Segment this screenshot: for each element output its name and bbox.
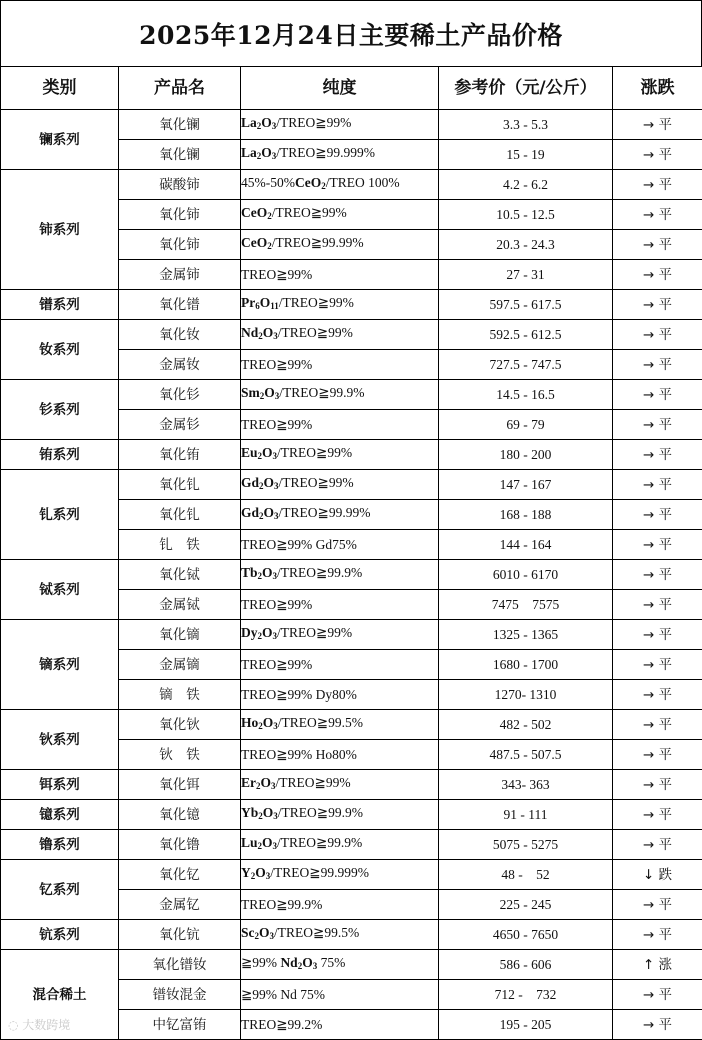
purity-cell bbox=[241, 530, 439, 560]
purity-text: TREO≧99% bbox=[241, 416, 313, 432]
purity-text: Ho bbox=[241, 715, 259, 730]
purity-cell bbox=[241, 890, 439, 920]
table-row bbox=[1, 110, 702, 140]
product-cell: 金属钐 bbox=[119, 410, 241, 440]
purity-text: TREO≧99% Ho80% bbox=[241, 746, 357, 762]
price-cell: 27 - 31 bbox=[439, 260, 613, 290]
purity-cell bbox=[241, 740, 439, 770]
purity-text: O bbox=[261, 115, 272, 130]
category-cell: 铽系列 bbox=[1, 560, 119, 620]
purity-cell bbox=[241, 980, 439, 1010]
product-cell: 氧化镨 bbox=[119, 290, 241, 320]
purity-cell bbox=[241, 950, 439, 980]
purity-subscript: 2 bbox=[254, 931, 259, 941]
trend-cell: → 平 bbox=[613, 290, 702, 320]
category-cell: 镥系列 bbox=[1, 830, 119, 860]
trend-cell: → 平 bbox=[613, 770, 702, 800]
product-cell: 金属钇 bbox=[119, 890, 241, 920]
purity-subscript: 3 bbox=[273, 331, 278, 341]
purity-subscript: 3 bbox=[271, 121, 277, 131]
price-table bbox=[0, 66, 702, 1040]
watermark-text: 大数跨境 bbox=[22, 1018, 71, 1032]
purity-cell bbox=[241, 710, 439, 740]
purity-cell bbox=[241, 350, 439, 380]
category-cell: 钪系列 bbox=[1, 920, 119, 950]
table-row bbox=[1, 860, 702, 890]
product-cell: 金属镝 bbox=[119, 650, 241, 680]
category-cell: 钬系列 bbox=[1, 710, 119, 770]
purity-subscript: 2 bbox=[256, 151, 262, 161]
price-cell: 592.5 - 612.5 bbox=[439, 320, 613, 350]
price-cell: 586 - 606 bbox=[439, 950, 613, 980]
trend-cell: → 平 bbox=[613, 650, 702, 680]
purity-text: Eu bbox=[241, 445, 258, 460]
trend-cell: → 平 bbox=[613, 590, 702, 620]
purity-text: /TREO≧99.9% bbox=[277, 805, 363, 820]
purity-text: /TREO≧99% bbox=[278, 475, 354, 490]
price-cell: 195 - 205 bbox=[439, 1010, 613, 1040]
product-cell: 金属铈 bbox=[119, 260, 241, 290]
trend-cell: → 平 bbox=[613, 1010, 702, 1040]
table-row bbox=[1, 470, 702, 500]
purity-subscript: 3 bbox=[274, 481, 279, 491]
purity-cell bbox=[241, 500, 439, 530]
price-cell: 20.3 - 24.3 bbox=[439, 230, 613, 260]
header-trend: 涨跌 bbox=[613, 67, 702, 110]
purity-cell bbox=[241, 590, 439, 620]
price-cell: 225 - 245 bbox=[439, 890, 613, 920]
purity-text: TREO≧99% Gd75% bbox=[241, 536, 357, 552]
purity-subscript: 2 bbox=[258, 811, 263, 821]
purity-cell bbox=[241, 560, 439, 590]
purity-text: ≧99% bbox=[241, 955, 281, 970]
header-category: 类别 bbox=[1, 67, 119, 110]
purity-subscript: 3 bbox=[273, 811, 278, 821]
table-row bbox=[1, 170, 702, 200]
category-cell: 混合稀土 bbox=[1, 950, 119, 1040]
trend-cell: → 平 bbox=[613, 500, 702, 530]
product-cell: 氧化镨钕 bbox=[119, 950, 241, 980]
product-cell: 中钇富铕 bbox=[119, 1010, 241, 1040]
trend-cell: → 平 bbox=[613, 320, 702, 350]
purity-cell bbox=[241, 650, 439, 680]
purity-text: TREO≧99% bbox=[241, 356, 313, 372]
purity-cell bbox=[241, 170, 439, 200]
category-cell: 钇系列 bbox=[1, 860, 119, 920]
price-cell: 91 - 111 bbox=[439, 800, 613, 830]
purity-subscript: 2 bbox=[267, 241, 272, 251]
purity-text: TREO≧99% bbox=[241, 656, 313, 672]
purity-cell bbox=[241, 290, 439, 320]
purity-subscript: 2 bbox=[259, 481, 264, 491]
purity-text: Gd bbox=[241, 475, 260, 490]
trend-cell: → 平 bbox=[613, 230, 702, 260]
purity-text: /TREO≧99% bbox=[277, 445, 353, 460]
purity-text: 75% bbox=[317, 955, 346, 970]
purity-text: La bbox=[241, 145, 257, 160]
purity-cell bbox=[241, 200, 439, 230]
purity-subscript: 3 bbox=[274, 391, 280, 401]
purity-text: /TREO≧99.999% bbox=[270, 865, 369, 880]
purity-text: O bbox=[262, 565, 273, 580]
purity-subscript: 3 bbox=[312, 961, 318, 971]
product-cell: 氧化镥 bbox=[119, 830, 241, 860]
purity-text: /TREO≧99% bbox=[277, 625, 353, 640]
trend-cell: → 平 bbox=[613, 110, 702, 140]
price-cell: 144 - 164 bbox=[439, 530, 613, 560]
purity-text: /TREO≧99% bbox=[276, 115, 352, 130]
purity-text: Sc bbox=[241, 925, 255, 940]
trend-cell: ↑ 涨 bbox=[613, 950, 702, 980]
table-row bbox=[1, 620, 702, 650]
purity-text: Lu bbox=[241, 835, 258, 850]
price-cell: 597.5 - 617.5 bbox=[439, 290, 613, 320]
category-cell: 钆系列 bbox=[1, 470, 119, 560]
table-row bbox=[1, 920, 702, 950]
trend-cell: → 平 bbox=[613, 620, 702, 650]
purity-text: La bbox=[241, 115, 257, 130]
purity-text: Yb bbox=[241, 805, 259, 820]
price-cell: 6010 - 6170 bbox=[439, 560, 613, 590]
purity-subscript: 2 bbox=[259, 391, 265, 401]
page-title: 2025年12月24日主要稀土产品价格 bbox=[139, 20, 563, 50]
purity-cell bbox=[241, 860, 439, 890]
product-cell: 氧化铒 bbox=[119, 770, 241, 800]
product-cell: 镝 铁 bbox=[119, 680, 241, 710]
product-cell: 金属铽 bbox=[119, 590, 241, 620]
header-price: 参考价（元/公斤） bbox=[439, 67, 613, 110]
purity-subscript: 2 bbox=[258, 721, 263, 731]
purity-subscript: 3 bbox=[274, 511, 279, 521]
purity-subscript: 3 bbox=[273, 721, 278, 731]
price-cell: 4650 - 7650 bbox=[439, 920, 613, 950]
price-cell: 4.2 - 6.2 bbox=[439, 170, 613, 200]
product-cell: 氧化钇 bbox=[119, 860, 241, 890]
table-row bbox=[1, 320, 702, 350]
price-cell: 147 - 167 bbox=[439, 470, 613, 500]
price-cell: 1680 - 1700 bbox=[439, 650, 613, 680]
table-row bbox=[1, 710, 702, 740]
product-cell: 镨钕混金 bbox=[119, 980, 241, 1010]
purity-text: TREO≧99.9% bbox=[241, 896, 323, 912]
header-purity: 纯度 bbox=[241, 67, 439, 110]
purity-text: TREO≧99% bbox=[241, 266, 313, 282]
purity-text: /TREO≧99.99% bbox=[278, 505, 371, 520]
purity-subscript: 3 bbox=[265, 871, 271, 881]
purity-text: Y bbox=[241, 865, 251, 880]
table-row bbox=[1, 380, 702, 410]
trend-cell: → 平 bbox=[613, 470, 702, 500]
watermark bbox=[8, 1016, 70, 1033]
trend-cell: → 平 bbox=[613, 140, 702, 170]
purity-text: Nd bbox=[280, 955, 298, 970]
purity-text: CeO bbox=[241, 205, 268, 220]
purity-cell bbox=[241, 680, 439, 710]
trend-cell: → 平 bbox=[613, 680, 702, 710]
purity-text: O bbox=[262, 445, 273, 460]
purity-subscript: 3 bbox=[269, 931, 275, 941]
purity-text: O bbox=[255, 865, 266, 880]
price-cell: 48 - 52 bbox=[439, 860, 613, 890]
purity-text: Gd bbox=[241, 505, 260, 520]
trend-cell: → 平 bbox=[613, 170, 702, 200]
purity-subscript: 2 bbox=[257, 451, 263, 461]
price-cell: 180 - 200 bbox=[439, 440, 613, 470]
purity-text: O bbox=[263, 505, 275, 520]
purity-cell bbox=[241, 470, 439, 500]
purity-subscript: 2 bbox=[297, 961, 303, 971]
table-header-row bbox=[1, 67, 702, 110]
product-cell: 钆 铁 bbox=[119, 530, 241, 560]
title-box bbox=[0, 0, 702, 66]
product-cell: 碳酸铈 bbox=[119, 170, 241, 200]
price-cell: 10.5 - 12.5 bbox=[439, 200, 613, 230]
purity-text: /TREO≧99% bbox=[278, 295, 354, 310]
category-cell: 铈系列 bbox=[1, 170, 119, 290]
trend-cell: → 平 bbox=[613, 830, 702, 860]
product-cell: 氧化镝 bbox=[119, 620, 241, 650]
table-body bbox=[1, 110, 702, 1040]
trend-cell: ↓ 跌 bbox=[613, 860, 702, 890]
product-cell: 氧化钆 bbox=[119, 470, 241, 500]
purity-text: O bbox=[302, 955, 313, 970]
trend-cell: → 平 bbox=[613, 530, 702, 560]
price-cell: 14.5 - 16.5 bbox=[439, 380, 613, 410]
table-row bbox=[1, 560, 702, 590]
purity-text: /TREO≧99.999% bbox=[276, 145, 375, 160]
trend-cell: → 平 bbox=[613, 920, 702, 950]
purity-text: TREO≧99.2% bbox=[241, 1016, 323, 1032]
category-cell: 镧系列 bbox=[1, 110, 119, 170]
table-row bbox=[1, 290, 702, 320]
purity-text: /TREO≧99.9% bbox=[277, 565, 363, 580]
price-cell: 7475 7575 bbox=[439, 590, 613, 620]
purity-text: Nd bbox=[241, 325, 259, 340]
trend-cell: → 平 bbox=[613, 740, 702, 770]
purity-text: Dy bbox=[241, 625, 258, 640]
price-cell: 3.3 - 5.3 bbox=[439, 110, 613, 140]
purity-text: Sm bbox=[241, 385, 260, 400]
purity-text: O bbox=[260, 775, 272, 790]
purity-text: O bbox=[262, 805, 274, 820]
purity-subscript: 2 bbox=[257, 631, 262, 641]
purity-subscript: 2 bbox=[257, 841, 263, 851]
purity-subscript: 2 bbox=[256, 121, 262, 131]
price-cell: 712 - 732 bbox=[439, 980, 613, 1010]
purity-subscript: 3 bbox=[272, 451, 278, 461]
purity-cell bbox=[241, 440, 439, 470]
product-cell: 氧化铕 bbox=[119, 440, 241, 470]
trend-cell: → 平 bbox=[613, 800, 702, 830]
product-cell: 氧化镱 bbox=[119, 800, 241, 830]
table-row bbox=[1, 770, 702, 800]
price-cell: 482 - 502 bbox=[439, 710, 613, 740]
purity-subscript: 3 bbox=[271, 781, 276, 791]
purity-text: O bbox=[262, 835, 273, 850]
purity-cell bbox=[241, 770, 439, 800]
purity-text: TREO≧99% Dy80% bbox=[241, 686, 357, 702]
purity-subscript: 3 bbox=[271, 151, 277, 161]
price-cell: 69 - 79 bbox=[439, 410, 613, 440]
trend-cell: → 平 bbox=[613, 200, 702, 230]
price-cell: 1325 - 1365 bbox=[439, 620, 613, 650]
purity-text: O bbox=[259, 925, 270, 940]
purity-text: O bbox=[262, 715, 274, 730]
purity-cell bbox=[241, 260, 439, 290]
purity-cell bbox=[241, 110, 439, 140]
purity-subscript: 2 bbox=[321, 181, 326, 191]
trend-cell: → 平 bbox=[613, 890, 702, 920]
purity-text: CeO bbox=[295, 175, 322, 190]
purity-text: O bbox=[262, 325, 274, 340]
product-cell: 氧化镧 bbox=[119, 110, 241, 140]
trend-cell: → 平 bbox=[613, 350, 702, 380]
trend-cell: → 平 bbox=[613, 710, 702, 740]
price-cell: 487.5 - 507.5 bbox=[439, 740, 613, 770]
product-cell: 氧化钕 bbox=[119, 320, 241, 350]
purity-text: /TREO≧99% bbox=[277, 325, 353, 340]
product-cell: 氧化铽 bbox=[119, 560, 241, 590]
purity-subscript: 2 bbox=[257, 571, 263, 581]
product-cell: 金属钕 bbox=[119, 350, 241, 380]
trend-cell: → 平 bbox=[613, 440, 702, 470]
purity-cell bbox=[241, 800, 439, 830]
purity-text: /TREO≧99.9% bbox=[279, 385, 365, 400]
price-cell: 343- 363 bbox=[439, 770, 613, 800]
purity-subscript: 3 bbox=[272, 571, 278, 581]
purity-subscript: 2 bbox=[256, 781, 261, 791]
purity-subscript: 3 bbox=[272, 631, 278, 641]
purity-text: Tb bbox=[241, 565, 258, 580]
purity-cell bbox=[241, 380, 439, 410]
category-cell: 钕系列 bbox=[1, 320, 119, 380]
category-cell: 铕系列 bbox=[1, 440, 119, 470]
purity-text: Er bbox=[241, 775, 256, 790]
purity-text: O bbox=[259, 295, 271, 310]
trend-cell: → 平 bbox=[613, 410, 702, 440]
category-cell: 铒系列 bbox=[1, 770, 119, 800]
purity-subscript: 11 bbox=[270, 301, 279, 311]
trend-cell: → 平 bbox=[613, 980, 702, 1010]
purity-cell bbox=[241, 1010, 439, 1040]
price-cell: 5075 - 5275 bbox=[439, 830, 613, 860]
purity-text: /TREO≧99.9% bbox=[277, 835, 363, 850]
purity-cell bbox=[241, 410, 439, 440]
purity-subscript: 2 bbox=[250, 871, 256, 881]
category-cell: 镨系列 bbox=[1, 290, 119, 320]
purity-subscript: 6 bbox=[255, 301, 260, 311]
purity-cell bbox=[241, 830, 439, 860]
purity-subscript: 2 bbox=[259, 511, 264, 521]
purity-cell bbox=[241, 320, 439, 350]
category-cell: 镱系列 bbox=[1, 800, 119, 830]
purity-text: 45%-50% bbox=[241, 175, 295, 190]
purity-text: CeO bbox=[241, 235, 268, 250]
purity-text: ≧99% Nd 75% bbox=[241, 986, 326, 1002]
purity-text: O bbox=[262, 625, 273, 640]
purity-text: /TREO 100% bbox=[325, 175, 400, 190]
product-cell: 氧化钬 bbox=[119, 710, 241, 740]
purity-subscript: 3 bbox=[272, 841, 278, 851]
category-cell: 钐系列 bbox=[1, 380, 119, 440]
purity-text: /TREO≧99% bbox=[275, 775, 351, 790]
purity-text: O bbox=[261, 145, 272, 160]
purity-text: O bbox=[264, 385, 275, 400]
trend-cell: → 平 bbox=[613, 560, 702, 590]
purity-cell bbox=[241, 230, 439, 260]
purity-subscript: 2 bbox=[258, 331, 263, 341]
category-cell: 镝系列 bbox=[1, 620, 119, 710]
price-cell: 168 - 188 bbox=[439, 500, 613, 530]
purity-text: /TREO≧99.5% bbox=[277, 715, 363, 730]
price-cell: 15 - 19 bbox=[439, 140, 613, 170]
header-product: 产品名 bbox=[119, 67, 241, 110]
purity-subscript: 2 bbox=[267, 211, 272, 221]
price-cell: 727.5 - 747.5 bbox=[439, 350, 613, 380]
table-row bbox=[1, 440, 702, 470]
trend-cell: → 平 bbox=[613, 380, 702, 410]
product-cell: 氧化铈 bbox=[119, 230, 241, 260]
product-cell: 氧化钆 bbox=[119, 500, 241, 530]
table-row bbox=[1, 800, 702, 830]
trend-cell: → 平 bbox=[613, 260, 702, 290]
purity-cell bbox=[241, 620, 439, 650]
purity-text: TREO≧99% bbox=[241, 596, 313, 612]
product-cell: 氧化铈 bbox=[119, 200, 241, 230]
purity-text: /TREO≧99.5% bbox=[274, 925, 360, 940]
product-cell: 氧化镧 bbox=[119, 140, 241, 170]
table-row bbox=[1, 950, 702, 980]
product-cell: 氧化钐 bbox=[119, 380, 241, 410]
product-cell: 氧化钪 bbox=[119, 920, 241, 950]
purity-text: O bbox=[263, 475, 275, 490]
weibo-logo-icon: ◌ bbox=[8, 1018, 23, 1032]
purity-text: /TREO≧99.99% bbox=[271, 235, 364, 250]
price-cell: 1270- 1310 bbox=[439, 680, 613, 710]
purity-text: Pr bbox=[241, 295, 256, 310]
table-row bbox=[1, 830, 702, 860]
purity-text: /TREO≧99% bbox=[271, 205, 347, 220]
purity-cell bbox=[241, 920, 439, 950]
purity-cell bbox=[241, 140, 439, 170]
product-cell: 钬 铁 bbox=[119, 740, 241, 770]
